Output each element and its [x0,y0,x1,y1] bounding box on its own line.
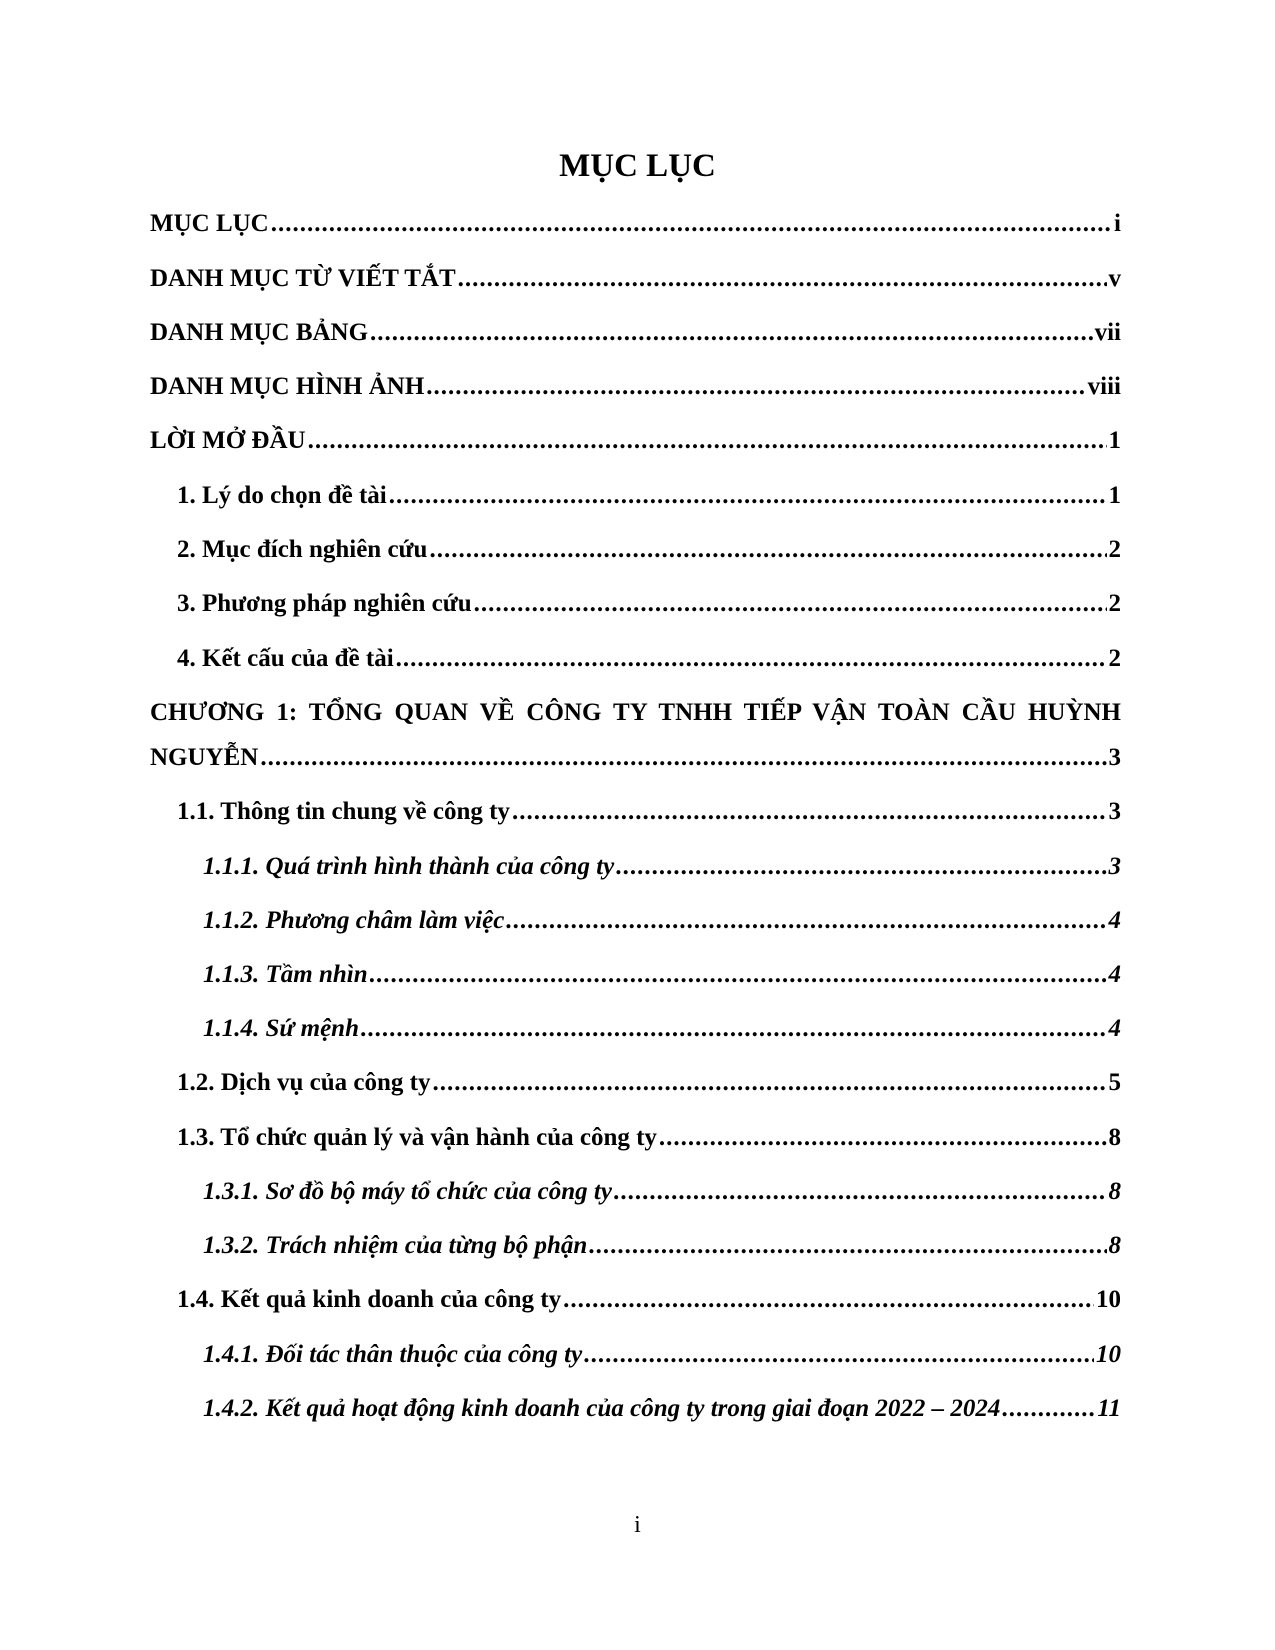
toc-entry-label: MỤC LỤC [150,210,269,237]
dot-leader [474,588,1107,620]
toc-entry-label: NGUYỄN [150,744,259,771]
toc-entry-page: 10 [1096,1341,1121,1368]
footer-page-number: i [634,1512,641,1538]
page-title: MỤC LỤC [559,148,716,184]
toc-entry-label: 1.1.3. Tầm nhìn [203,961,368,988]
toc-entry-label: 1.1.2. Phương châm làm việc [203,907,505,934]
dot-leader [389,480,1107,512]
toc-entry-label: DANH MỤC BẢNG [150,319,369,346]
toc-entry-ket-cau-de-tai[interactable] [177,643,1121,675]
toc-entry-label: 1.3. Tổ chức quản lý và vận hành của công ty [177,1124,657,1151]
toc-entry-chuong-1[interactable] [150,742,1121,774]
toc-entry-page: vii [1094,319,1121,346]
toc-entry-page: 8 [1108,1178,1121,1205]
toc-entry-page: 2 [1108,590,1121,617]
toc-entry-label: LỜI MỞ ĐẦU [150,427,306,454]
dot-leader [361,1013,1107,1045]
toc-entry-1-4-1[interactable] [203,1339,1121,1371]
toc-entry-danh-muc-hinh-anh[interactable] [150,371,1121,403]
toc-entry-label: 1.4. Kết quả kinh doanh của công ty [177,1286,562,1313]
toc-entry-page: 3 [1108,853,1121,880]
dot-leader [616,851,1106,883]
dot-leader [271,208,1112,240]
toc-entry-page: 11 [1097,1395,1121,1422]
toc-entry-page: 1 [1108,427,1121,454]
toc-entry-muc-luc[interactable] [150,208,1121,240]
toc-entry-1-3-1[interactable] [203,1176,1121,1208]
toc-entry-label: 4. Kết cấu của đề tài [177,645,394,672]
toc-entry-1-3[interactable] [177,1122,1121,1154]
toc-entry-page: 4 [1108,961,1121,988]
dot-leader [458,263,1107,295]
toc-entry-1-1[interactable] [177,796,1121,828]
toc-entry-1-4-2[interactable] [203,1393,1121,1425]
toc-entry-label: 1.4.1. Đối tác thân thuộc của công ty [203,1341,583,1368]
toc-entry-page: 2 [1108,536,1121,563]
toc-entry-page: 8 [1108,1232,1121,1259]
toc-entry-label: 3. Phương pháp nghiên cứu [177,590,472,617]
toc-entry-phuong-phap-nghien-cuu[interactable] [177,588,1121,620]
toc-entry-page: 8 [1108,1124,1121,1151]
toc-entry-1-1-4[interactable] [203,1013,1121,1045]
dot-leader [589,1230,1106,1262]
toc-entry-1-4[interactable] [177,1284,1121,1316]
toc-entry-page: i [1114,210,1121,237]
toc-entry-1-1-3[interactable] [203,959,1121,991]
toc-entry-danh-muc-tu-viet-tat[interactable] [150,263,1121,295]
dot-leader [370,959,1107,991]
toc-entry-label: DANH MỤC HÌNH ẢNH [150,373,425,400]
toc-entry-1-3-2[interactable] [203,1230,1121,1262]
dot-leader [506,905,1106,937]
dot-leader [426,371,1085,403]
toc-entry-label: DANH MỤC TỪ VIẾT TẮT [150,265,456,292]
toc-entry-page: 2 [1108,645,1121,672]
dot-leader [260,742,1106,774]
toc-entry-ly-do-chon-de-tai[interactable] [177,480,1121,512]
dot-leader [563,1284,1094,1316]
toc-entry-1-2[interactable] [177,1067,1121,1099]
toc-entry-danh-muc-bang[interactable] [150,317,1121,349]
toc-entry-label: 1.3.1. Sơ đồ bộ máy tổ chức của công ty [203,1178,612,1205]
toc-entry-page: viii [1087,373,1121,400]
dot-leader [429,534,1106,566]
toc-entry-page: 5 [1108,1069,1121,1096]
toc-entry-label: 1.1.1. Quá trình hình thành của công ty [203,853,615,880]
dot-leader [1002,1393,1095,1425]
toc-entry-label: 2. Mục đích nghiên cứu [177,536,428,563]
dot-leader [370,317,1093,349]
toc-entry-label: 1.1. Thông tin chung về công ty [177,798,510,825]
toc-entry-loi-mo-dau[interactable] [150,425,1121,457]
toc-entry-label: 1.3.2. Trách nhiệm của từng bộ phận [203,1232,588,1259]
dot-leader [584,1339,1094,1371]
toc-entry-muc-dich-nghien-cuu[interactable] [177,534,1121,566]
toc-entry-label: 1.2. Dịch vụ của công ty [177,1069,431,1096]
dot-leader [308,425,1107,457]
toc-entry-page: 1 [1108,482,1121,509]
dot-leader [512,796,1107,828]
toc-entry-page: 4 [1108,1015,1121,1042]
dot-leader [396,643,1107,675]
dot-leader [614,1176,1107,1208]
toc-entry-chuong-1-line1[interactable]: CHƯƠNG 1: TỔNG QUAN VỀ CÔNG TY TNHH TIẾP VẬN TOÀN CẦU HUỲNH [150,699,1121,726]
toc-entry-page: 4 [1108,907,1121,934]
toc-entry-1-1-2[interactable] [203,905,1121,937]
toc-entry-page: 3 [1108,744,1121,771]
toc-entry-page: v [1108,265,1121,292]
toc-entry-page: 3 [1108,798,1121,825]
toc-entry-label: 1.4.2. Kết quả hoạt động kinh doanh của công ty trong giai đoạn 2022 – 2024 [203,1395,1001,1422]
dot-leader [659,1122,1107,1154]
toc-entry-label: 1.1.4. Sứ mệnh [203,1015,359,1042]
toc-entry-label: 1. Lý do chọn đề tài [177,482,387,509]
toc-entry-1-1-1[interactable] [203,851,1121,883]
toc-entry-page: 10 [1096,1286,1121,1313]
dot-leader [432,1067,1106,1099]
